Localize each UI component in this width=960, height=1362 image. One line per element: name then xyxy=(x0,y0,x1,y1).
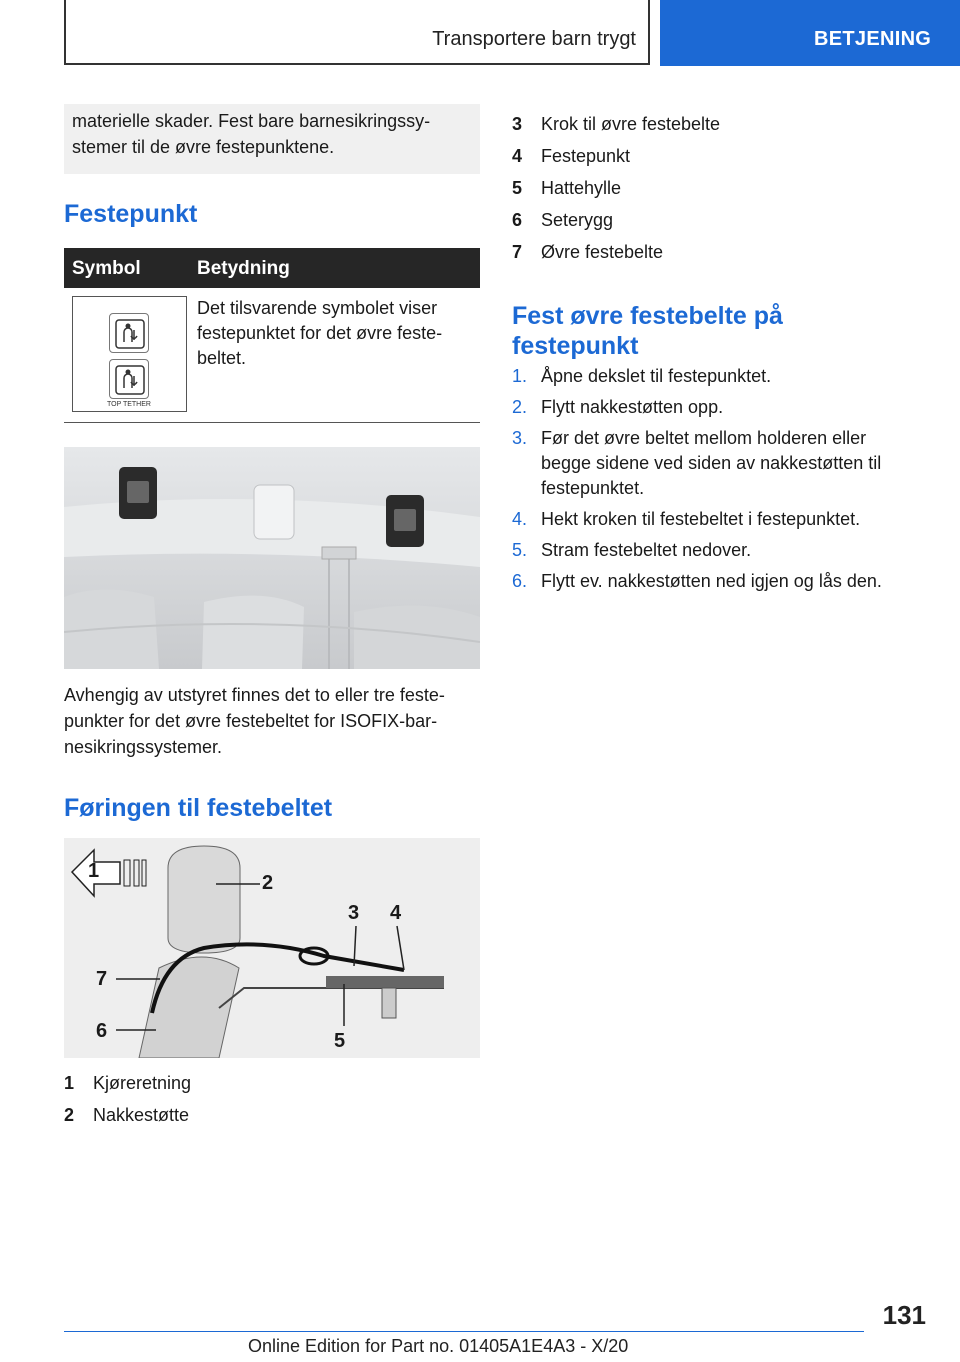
diagram-legend-right xyxy=(512,108,928,268)
rear-shelf-photo xyxy=(64,447,480,669)
legend-item xyxy=(512,236,928,268)
legend-text: Kjøreretning xyxy=(93,1073,192,1093)
legend-num: 2 xyxy=(64,1105,75,1125)
heading-fest-ovre-festebelte xyxy=(512,301,912,361)
warning-note-continued xyxy=(64,104,480,174)
legend-num: 3 xyxy=(512,114,523,134)
step-text: Hekt kroken til festebeltet i festepunktet. xyxy=(541,509,861,529)
legend-item xyxy=(512,140,928,172)
step-text: Stram festebeltet nedover. xyxy=(541,540,752,560)
footer-edition-text: Online Edition for Part no. 01405A1E4A3 - X/20 xyxy=(248,1336,629,1356)
page-number: 131 xyxy=(882,1300,926,1330)
symbol-description xyxy=(197,296,467,371)
diagram-label-7: 7 xyxy=(96,968,108,990)
heading-line: Fest øvre festebelte på xyxy=(512,302,783,330)
table-header-meaning: Betydning xyxy=(197,258,290,279)
legend-item xyxy=(512,172,928,204)
note-line-1: materielle skader. Fest bare barnesikringssy- xyxy=(72,111,431,131)
legend-num: 4 xyxy=(512,146,523,166)
diagram-label-6: 6 xyxy=(96,1020,108,1042)
para-line: nesikringssystemer. xyxy=(64,737,223,757)
chapter-title: Transportere barn trygt xyxy=(432,28,636,50)
heading-line: festepunkt xyxy=(512,332,639,360)
step-number: 2. xyxy=(512,397,528,417)
legend-text: Seterygg xyxy=(541,210,614,230)
section-tab[interactable] xyxy=(660,0,960,66)
table-header-symbol: Symbol xyxy=(72,258,141,279)
diagram-label-4: 4 xyxy=(390,902,402,924)
legend-num: 5 xyxy=(512,178,523,198)
legend-num: 6 xyxy=(512,210,523,230)
step-text: Før det øvre beltet mellom holderen eller xyxy=(541,428,867,448)
legend-item xyxy=(64,1067,480,1099)
heading-foringen: Føringen til festebeltet xyxy=(64,794,333,822)
footer-divider xyxy=(64,1331,864,1332)
legend-num: 7 xyxy=(512,242,523,262)
step-item xyxy=(512,395,912,420)
table-header-row xyxy=(64,248,480,288)
legend-text: Hattehylle xyxy=(541,178,622,198)
step-item xyxy=(512,569,912,594)
legend-text: Øvre festebelte xyxy=(541,242,664,262)
step-text: begge sidene ved siden av nakkestøtten til xyxy=(541,453,882,473)
desc-line: beltet. xyxy=(197,348,247,368)
desc-line: festepunktet for det øvre feste- xyxy=(197,323,443,343)
legend-item xyxy=(512,108,928,140)
tether-routing-diagram xyxy=(64,838,480,1058)
page-header xyxy=(0,0,960,66)
step-text: festepunktet. xyxy=(541,478,645,498)
legend-text: Nakkestøtte xyxy=(93,1105,190,1125)
step-number: 5. xyxy=(512,540,528,560)
steps-list xyxy=(512,364,912,600)
step-number: 4. xyxy=(512,509,528,529)
anchor-points-paragraph xyxy=(64,682,480,760)
step-number: 1. xyxy=(512,366,528,386)
symbol-cell xyxy=(72,296,187,412)
step-text: Flytt nakkestøtten opp. xyxy=(541,397,724,417)
step-number: 6. xyxy=(512,571,528,591)
table-row xyxy=(64,288,480,423)
step-text: Åpne dekslet til festepunktet. xyxy=(541,366,772,386)
diagram-legend-left xyxy=(64,1067,480,1131)
diagram-label-5: 5 xyxy=(334,1030,346,1052)
desc-line: Det tilsvarende symbolet viser xyxy=(197,298,438,318)
step-item xyxy=(512,364,912,389)
step-item xyxy=(512,538,912,563)
section-tab-label: BETJENING xyxy=(814,28,932,50)
note-line-2: stemer til de øvre festepunktene. xyxy=(72,137,335,157)
heading-festepunkt: Festepunkt xyxy=(64,200,198,228)
diagram-label-1: 1 xyxy=(88,860,100,882)
legend-text: Festepunkt xyxy=(541,146,631,166)
legend-item xyxy=(512,204,928,236)
para-line: punkter for det øvre festebeltet for ISOFIX-bar- xyxy=(64,711,438,731)
step-text: Flytt ev. nakkestøtten ned igjen og lås den. xyxy=(541,571,882,591)
para-line: Avhengig av utstyret finnes det to eller tre feste- xyxy=(64,685,445,705)
icon-caption: TOP TETHER xyxy=(107,401,151,408)
symbol-table xyxy=(64,248,480,423)
top-tether-anchor-icon xyxy=(109,359,149,399)
child-seat-anchor-icon xyxy=(109,313,149,353)
step-item xyxy=(512,426,912,501)
step-number: 3. xyxy=(512,428,528,448)
diagram-label-3: 3 xyxy=(348,902,360,924)
step-item xyxy=(512,507,912,532)
legend-text: Krok til øvre festebelte xyxy=(541,114,721,134)
legend-item xyxy=(64,1099,480,1131)
legend-num: 1 xyxy=(64,1073,75,1093)
diagram-label-2: 2 xyxy=(262,872,274,894)
header-title-box xyxy=(64,0,650,65)
